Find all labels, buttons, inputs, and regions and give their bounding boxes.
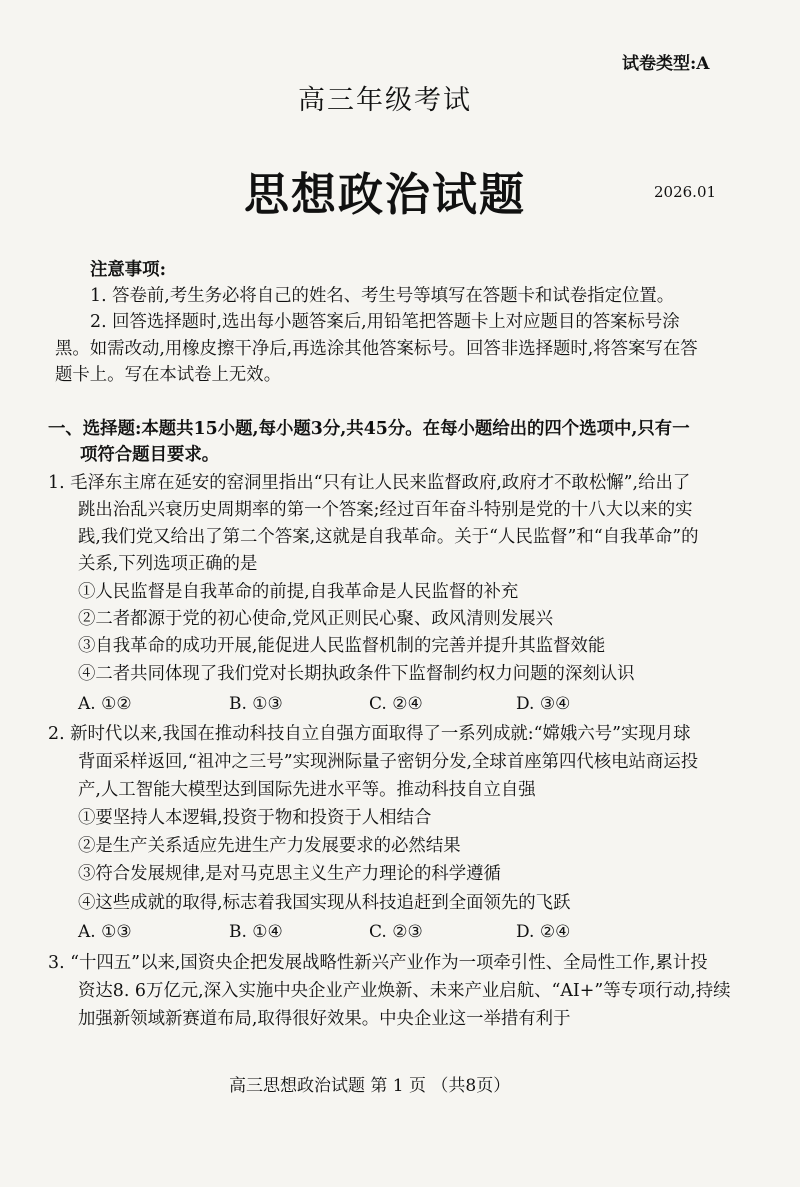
- question-stem: 2. 新时代以来,我国在推动科技自立自强方面取得了一系列成就:“嫦娥六号”实现月球: [48, 724, 691, 744]
- statement-item: ②二者都源于党的初心使命,党风正则民心聚、政风清则发展兴: [78, 609, 554, 629]
- answer-option-d: D. ③④: [516, 694, 571, 714]
- question-stem: 资达8. 6万亿元,深入实施中央企业产业焕新、未来产业启航、“AI+”等专项行动,持续: [78, 981, 731, 1001]
- page-footer: 高三思想政治试题 第 1 页 （共8页）: [229, 1076, 511, 1096]
- answer-option-d: D. ②④: [516, 922, 571, 942]
- question-stem: 践,我们党又给出了第二个答案,这就是自我革命。关于“人民监督”和“自我革命”的: [78, 527, 699, 547]
- answer-option-b: B. ①③: [229, 694, 283, 714]
- exam-title: 高三年级考试: [298, 85, 472, 116]
- section-heading: 项符合题目要求。: [80, 445, 220, 465]
- notice-line: 黑。如需改动,用橡皮擦干净后,再选涂其他答案标号。回答非选择题时,将答案写在答: [55, 339, 698, 359]
- answer-option-b: B. ①④: [229, 922, 283, 942]
- statement-item: ④这些成就的取得,标志着我国实现从科技追赶到全面领先的飞跃: [78, 893, 571, 913]
- notice-line: 2. 回答选择题时,选出每小题答案后,用铅笔把答题卡上对应题目的答案标号涂: [90, 312, 680, 332]
- question-stem: 背面采样返回,“祖冲之三号”实现洲际量子密钥分发,全球首座第四代核电站商运投: [78, 752, 699, 772]
- notice-line: 1. 答卷前,考生务必将自己的姓名、考生号等填写在答题卡和试卷指定位置。: [90, 286, 675, 306]
- question-stem: 1. 毛泽东主席在延安的窑洞里指出“只有让人民来监督政府,政府才不敢松懈”,给出了: [48, 473, 691, 493]
- subject-title: 思想政治试题: [244, 168, 527, 221]
- statement-item: ③符合发展规律,是对马克思主义生产力理论的科学遵循: [78, 864, 501, 884]
- answer-option-c: C. ②④: [369, 694, 423, 714]
- notice-title: 注意事项:: [90, 260, 166, 280]
- answer-option-c: C. ②③: [369, 922, 423, 942]
- statement-item: ①人民监督是自我革命的前提,自我革命是人民监督的补充: [78, 582, 519, 602]
- section-heading: 一、选择题:本题共15小题,每小题3分,共45分。在每小题给出的四个选项中,只有一: [48, 419, 690, 439]
- answer-option-a: A. ①②: [78, 694, 132, 714]
- answer-option-a: A. ①③: [78, 922, 132, 942]
- statement-item: ④二者共同体现了我们党对长期执政条件下监督制约权力问题的深刻认识: [78, 664, 635, 684]
- paper-type-label: 试卷类型:A: [622, 54, 710, 74]
- statement-item: ③自我革命的成功开展,能促进人民监督机制的完善并提升其监督效能: [78, 636, 606, 656]
- notice-line: 题卡上。写在本试卷上无效。: [55, 365, 282, 385]
- statement-item: ②是生产关系适应先进生产力发展要求的必然结果: [78, 836, 461, 856]
- question-stem: 3. “十四五”以来,国资央企把发展战略性新兴产业作为一项牵引性、全局性工作,累计投: [48, 953, 708, 973]
- question-stem: 产,人工智能大模型达到国际先进水平等。推动科技自立自强: [78, 780, 536, 800]
- exam-date: 2026.01: [654, 183, 717, 201]
- statement-item: ①要坚持人本逻辑,投资于物和投资于人相结合: [78, 808, 432, 828]
- question-stem: 加强新领域新赛道布局,取得很好效果。中央企业这一举措有利于: [78, 1009, 571, 1029]
- question-stem: 跳出治乱兴衰历史周期率的第一个答案;经过百年奋斗特别是党的十八大以来的实: [78, 500, 693, 520]
- question-stem: 关系,下列选项正确的是: [78, 554, 258, 574]
